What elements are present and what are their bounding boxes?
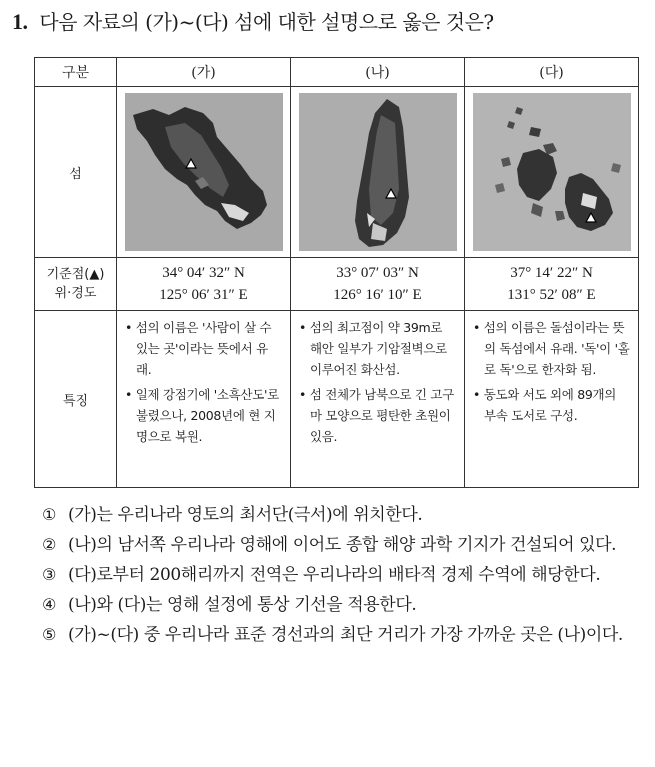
coords-c [465, 258, 639, 311]
header-col-c: (다) [465, 58, 639, 87]
table-header-row [35, 58, 639, 87]
island-image-row [35, 87, 639, 258]
feature-item: • 동도와 서도 외에 89개의 부속 도서로 구성. [473, 384, 630, 426]
features-b [291, 311, 465, 488]
island-a-cell [117, 87, 291, 258]
latitude-a: 34° 04′ 32″ N [162, 265, 245, 281]
island-info-table [34, 57, 639, 488]
latitude-c: 37° 14′ 22″ N [510, 265, 593, 281]
coords-b [291, 258, 465, 311]
header-category: 구분 [35, 58, 117, 87]
island-a-satellite-image [125, 93, 283, 251]
choice-2[interactable] [42, 530, 647, 560]
island-b-satellite-image [299, 93, 457, 251]
choice-2-mark: ② [42, 535, 56, 554]
choice-5-text: (가)~(다) 중 우리나라 표준 경선과의 최단 거리가 가장 가까운 곳은 (나)이다. [68, 625, 623, 645]
choice-4[interactable] [42, 590, 647, 620]
features-a [117, 311, 291, 488]
choice-5-mark: ⑤ [42, 625, 56, 644]
choice-3-mark: ③ [42, 565, 56, 584]
feature-item: • 일제 강점기에 '소흑산도'로 불렸으나, 2008년에 현 지명으로 복원. [125, 384, 282, 447]
features-row [35, 311, 639, 488]
choice-1-mark: ① [42, 505, 56, 524]
feature-item: • 섬의 이름은 돌섬이라는 뜻의 독섬에서 유래. '독'이 '홀로 독'으로 한자화 됨. [473, 317, 630, 380]
coords-a [117, 258, 291, 311]
choice-3-text: (다)로부터 200해리까지 전역은 우리나라의 배타적 경제 수역에 해당한다. [68, 565, 601, 585]
latitude-b: 33° 07′ 03″ N [336, 265, 419, 281]
feature-item: • 섬의 최고점이 약 39m로 해안 일부가 기암절벽으로 이루어진 화산섬. [299, 317, 456, 380]
longitude-b: 126° 16′ 10″ E [333, 287, 422, 303]
row-label-coords: 기준점(▲) 위·경도 [35, 258, 117, 311]
longitude-c: 131° 52′ 08″ E [507, 287, 596, 303]
question-text: 다음 자료의 (가)~(다) 섬에 대한 설명으로 옳은 것은? [39, 10, 494, 34]
feature-item: • 섬의 이름은 '사람이 살 수 있는 곳'이라는 뜻에서 유래. [125, 317, 282, 380]
island-c-cell [465, 87, 639, 258]
question-stem [12, 6, 494, 35]
island-b-cell [291, 87, 465, 258]
row-label-island: 섬 [35, 87, 117, 258]
header-col-b: (나) [291, 58, 465, 87]
choice-2-text: (나)의 남서쪽 우리나라 영해에 이어도 종합 해양 과학 기지가 건설되어 있다. [68, 535, 617, 555]
features-c [465, 311, 639, 488]
choice-1-text: (가)는 우리나라 영토의 최서단(극서)에 위치한다. [68, 505, 423, 525]
choice-3[interactable] [42, 560, 647, 590]
answer-choices [42, 500, 647, 650]
coordinates-row [35, 258, 639, 311]
choice-4-text: (나)와 (다)는 영해 설정에 통상 기선을 적용한다. [68, 595, 417, 615]
row-label-features: 특징 [35, 311, 117, 488]
choice-1[interactable] [42, 500, 647, 530]
choice-4-mark: ④ [42, 595, 56, 614]
header-col-a: (가) [117, 58, 291, 87]
question-number: 1. [12, 9, 28, 34]
choice-5[interactable] [42, 620, 647, 650]
island-c-satellite-image [473, 93, 631, 251]
feature-item: • 섬 전체가 남북으로 긴 고구마 모양으로 평탄한 초원이 있음. [299, 384, 456, 447]
longitude-a: 125° 06′ 31″ E [159, 287, 248, 303]
